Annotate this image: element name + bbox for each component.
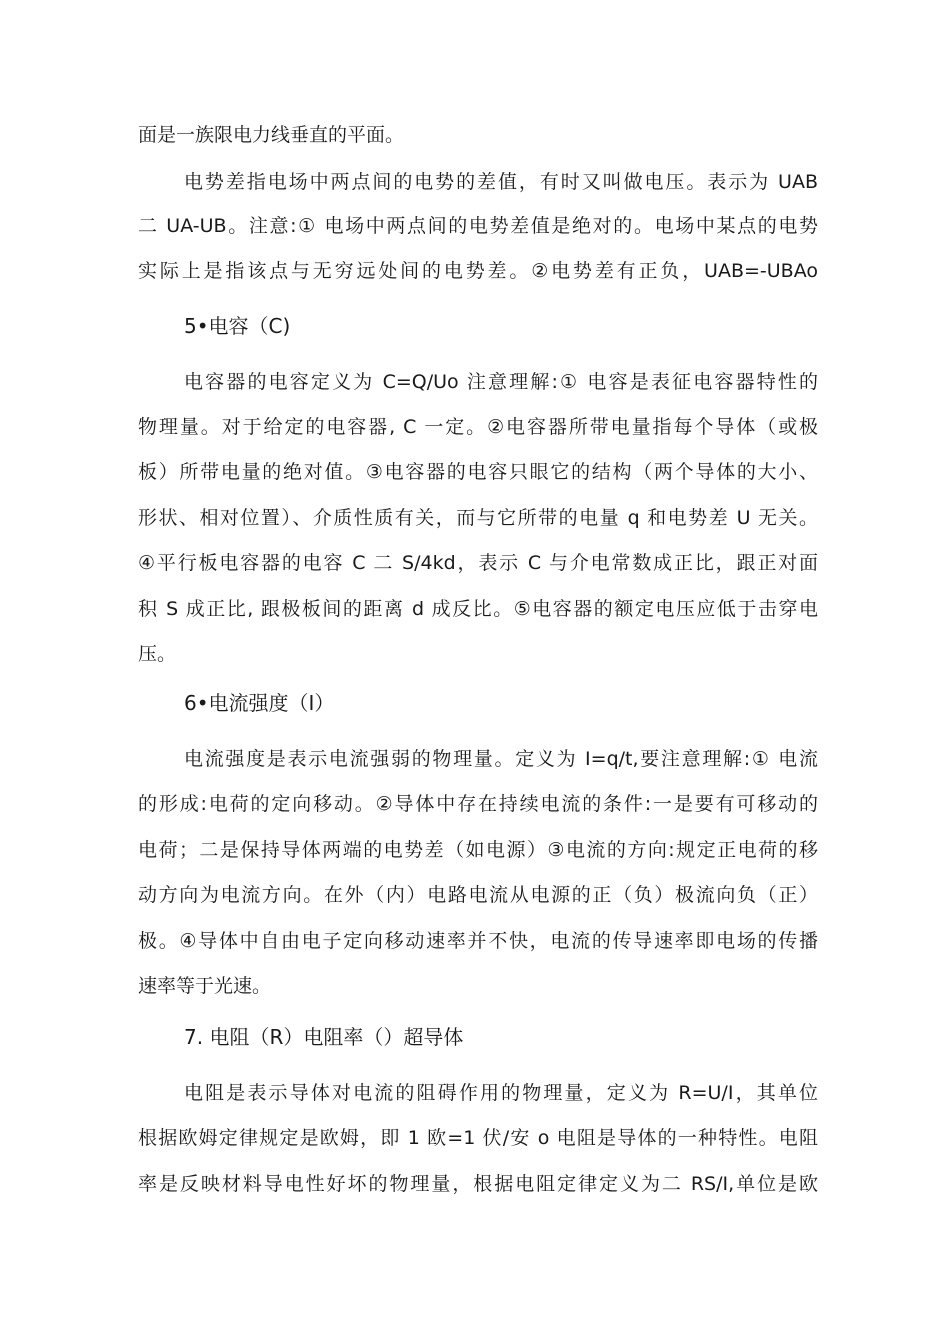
paragraph-line: 率是反映材料导电性好坏的物理量，根据电阻定律定义为二 RS/I,单位是欧 (138, 1173, 818, 1195)
paragraph-line: 的形成:电荷的定向移动。②导体中存在持续电流的条件:一是要有可移动的 (138, 793, 818, 815)
section-heading: 6•电流强度（I） (184, 691, 335, 715)
section-heading: 7. 电阻（R）电阻率（）超导体 (184, 1025, 464, 1049)
paragraph-line: 实际上是指该点与无穷远处间的电势差。②电势差有正负，UAB=-UBAo (138, 260, 818, 282)
paragraph-line: 极。④导体中自由电子定向移动速率并不快，电流的传导速率即电场的传播 (138, 930, 818, 952)
paragraph-line: 压。 (138, 643, 177, 665)
paragraph-line: 速率等于光速。 (138, 975, 272, 997)
paragraph-line: 积 S 成正比, 跟极板间的距离 d 成反比。⑤电容器的额定电压应低于击穿电 (138, 598, 818, 620)
paragraph-line: 根据欧姆定律规定是欧姆，即 1 欧=1 伏/安 o 电阻是导体的一种特性。电阻 (138, 1127, 818, 1149)
paragraph-line: 电阻是表示导体对电流的阻碍作用的物理量，定义为 R=U/I，其单位 (184, 1082, 818, 1104)
paragraph-line: 电流强度是表示电流强弱的物理量。定义为 I=q/t,要注意理解:① 电流 (184, 748, 818, 770)
paragraph-line: 电荷；二是保持导体两端的电势差（如电源）③电流的方向:规定正电荷的移 (138, 839, 818, 861)
paragraph-line: ④平行板电容器的电容 C 二 S/4kd，表示 C 与介电常数成正比，跟正对面 (138, 552, 818, 574)
paragraph-line: 物理量。对于给定的电容器, C 一定。②电容器所带电量指每个导体（或极 (138, 416, 818, 438)
paragraph-line: 形状、相对位置）、介质性质有关，而与它所带的电量 q 和电势差 U 无关。 (138, 507, 818, 529)
text-line: 面是一族限电力线垂直的平面。 (138, 124, 405, 146)
paragraph-line: 动方向为电流方向。在外（内）电路电流从电源的正（负）极流向负（正） (138, 884, 818, 906)
paragraph-line: 电势差指电场中两点间的电势的差值，有时又叫做电压。表示为 UAB (184, 171, 818, 193)
paragraph-line: 板）所带电量的绝对值。③电容器的电容只眼它的结构（两个导体的大小、 (138, 461, 818, 483)
paragraph-line: 二 UA-UB。注意:① 电场中两点间的电势差值是绝对的。电场中某点的电势 (138, 215, 818, 237)
section-heading: 5•电容（C) (184, 314, 291, 338)
paragraph-line: 电容器的电容定义为 C=Q/Uo 注意理解:① 电容是表征电容器特性的 (184, 371, 818, 393)
